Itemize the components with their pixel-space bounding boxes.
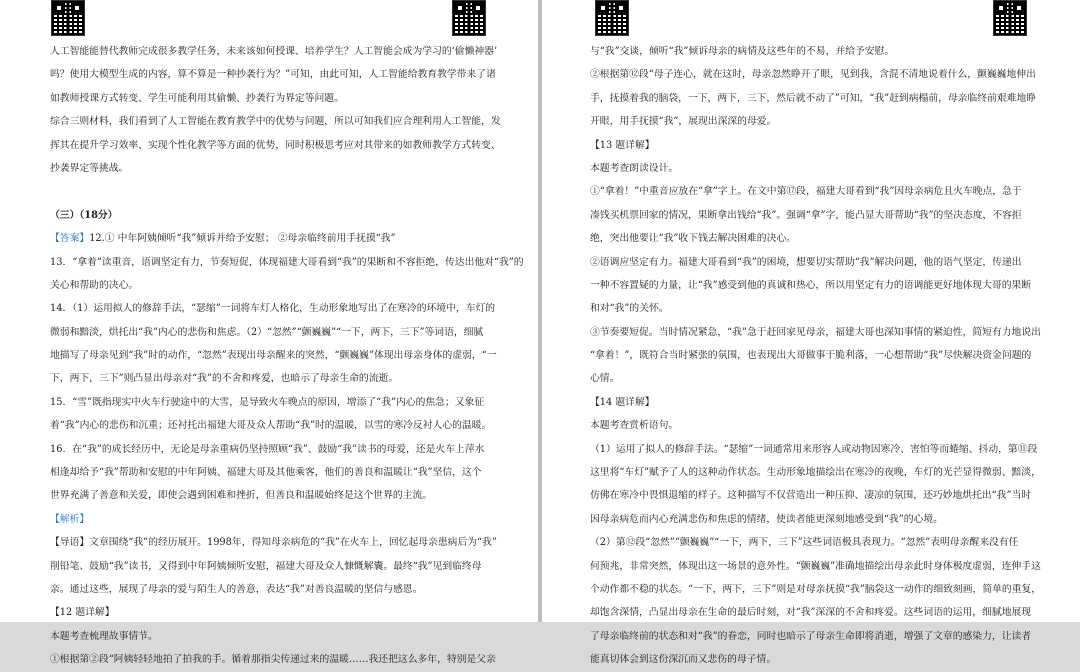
text-line: [50, 180, 524, 203]
text-line: 14．（1）运用拟人的修辞手法，“瑟缩”一词将车灯人格化，生动形象地写出了在寒冷的环境中，车灯的: [50, 303, 496, 315]
text-line: 抄袭界定等挑战。: [50, 162, 129, 174]
text-line: （三）（18分）: [50, 209, 118, 221]
text-line: 本题考查梳理故事情节。: [50, 630, 158, 642]
text-line: 如教师授课方式转变、学生可能利用其偷懒、抄袭行为界定等问题。: [50, 92, 344, 104]
text-line: 仿佛在寒冷中畏惧退缩的样子。这种描写不仅营造出一种压抑、凄凉的氛围，还巧妙地烘托出“我”当时: [590, 490, 1032, 502]
text-line: 能真切体会到这份深沉而又悲伤的母子情。: [590, 654, 777, 666]
text-line: ①根据第②段“阿姨轻轻地拍了拍我的手。循着那指尖传递过来的温暖……我还把这么多年，特别是父亲: [50, 654, 496, 666]
text-line: 微弱和黯淡，烘托出“我”内心的悲伤和焦虑。（2）“忽然”“颤巍巍”“一下，两下，三下”等词语，细腻: [50, 326, 484, 338]
text-line: 绝，突出他要让“我”收下钱去解决困难的决心。: [590, 233, 796, 245]
text-line: 【12 题详解】: [50, 607, 115, 619]
qr-code-icon: [51, 0, 85, 36]
text-line: 本题考查赏析语句。: [590, 420, 679, 432]
text-line: 这里将“车灯”赋予了人的这种动作状态。生动形象地描绘出在寒冷的夜晚，车灯的光芒显得微弱、黯淡，: [590, 467, 1041, 479]
text-line: （2）第⑫段“忽然”“颤巍巍”“一下，两下，三下”这些词语极具表现力。“忽然”表明母亲醒来没有任: [590, 537, 1019, 549]
text-line: 亲。通过这些，展现了母亲的爱与陌生人的善意，表达“我”对善良温暖的坚信与感恩。: [50, 583, 423, 595]
text-line: 16．在“我”的成长经历中，无论是母亲重病仍坚持照顾“我”、鼓励“我”读书的母爱，还是火车上萍水: [50, 443, 485, 455]
text-line: 地描写了母亲见到“我”时的动作，“忽然”表现出母亲醒来的突然，“颤巍巍”体现出母亲身体的虚弱，“一: [50, 350, 497, 362]
text-line: 本题考查朗读设计。: [590, 162, 679, 174]
text-line: 削铅笔、鼓励“我”读书，又得到中年阿姨倾听安慰，福建大哥及众人慷慨解囊。最终“我”见到临终母: [50, 560, 482, 572]
text-line: 个动作都不稳的状态。“一下，两下，三下”则是对母亲抚摸“我”脑袋这一动作的细致刻画，简单的重复，: [590, 583, 1042, 595]
text-line: 与“我”交谈，倾听“我”倾诉母亲的病情及这些年的不易，并给予安慰。: [590, 46, 895, 57]
text-line: ②根据第⑫段“母子连心，就在这时，母亲忽然睁开了眼，见到我，含混不清地说着什么，颤巍巍地伸出: [590, 69, 1036, 81]
qr-code-icon: [595, 0, 629, 36]
text-line: 【导语】文章围绕“我”的经历展开。1998年，得知母亲病危的“我”在火车上，回忆起母亲患病后为“我”: [50, 537, 497, 549]
section-label: 【答案】: [50, 233, 90, 245]
text-line: 【答案】12.① 中年阿姨倾听“我”倾诉并给予安慰； ②母亲临终前用手抚摸“我”: [50, 233, 396, 245]
text-line: 关心和帮助的决心。: [50, 279, 139, 291]
text-line: “拿着！”，既符合当时紧张的氛围，也表现出大哥做事干脆利落，一心想帮助“我”尽快解决资金问题的: [590, 350, 1032, 362]
section-label: 【解析】: [50, 513, 90, 525]
text-line: ②语调应坚定有力。福建大哥看到“我”的困境，想要切实帮助“我”解决问题，他的语气坚定，传递出: [590, 256, 1022, 268]
text-line: ③节奏要短促。当时情况紧急，“我”急于赶回家见母亲，福建大哥也深知事情的紧迫性，简短有力地说出: [590, 326, 1041, 338]
text-line: 凑钱买机票回家的情况，果断拿出钱给“我”。强调“拿”字，能凸显大哥帮助“我”的坚决态度，不容拒: [590, 209, 1022, 221]
text-line: 手，抚摸着我的脑袋，一下，两下，三下，然后就不动了”可知，“我”赶到病榻前，母亲临终前艰难地睁: [590, 92, 1037, 104]
text-line: 【13 题详解】: [590, 139, 655, 151]
text-line: [50, 508, 524, 531]
text-line: 吗？使用大模型生成的内容，算不算是一种抄袭行为？”可知，由此可知，人工智能给教育教学带来了诸: [50, 69, 496, 81]
right-page-text: [590, 40, 1041, 672]
text-line: 心情。: [590, 373, 620, 385]
text-line: 世界充满了善意和关爱，即使会遇到困难和挫折，但善良和温暖始终是这个世界的主流。: [50, 490, 433, 502]
text-line: （1）运用了拟人的修辞手法。“瑟缩”一词通常用来形容人或动物因寒冷、害怕等而蜷缩、抖动，第⑪段: [590, 443, 1038, 455]
text-line: 开眼，用手抚摸“我”，展现出深深的母爱。: [590, 116, 777, 128]
text-line: 因母亲病危而内心充满悲伤和焦虑的情绪，使读者能更深刻地感受到“我”的心境。: [590, 513, 943, 525]
text-line: 人工智能能替代教师完成很多教学任务，未来该如何授课、培养学生？人工智能会成为学习的‘偷懒神器’: [50, 46, 498, 57]
text-line: 和对“我”的关怀。: [590, 303, 669, 315]
text-line: 着“我”内心的悲伤和沉重；还衬托出福建大哥及众人帮助“我”时的温暖，以雪的寒冷反衬人心的温暖。: [50, 420, 492, 432]
text-line: 了母亲临终前的状态和对“我”的眷恋，同时也暗示了母亲生命即将消逝，增强了文章的感染力，让读者: [590, 630, 1032, 642]
text-line: 下，两下，三下”则凸显出母亲对“我”的不舍和疼爱，也暗示了母亲生命的流逝。: [50, 373, 399, 385]
text-line: 13．“拿着”读重音，语调坚定有力，节奏短促，体现福建大哥看到“我”的果断和不容拒绝，传达出他对“我”的: [50, 256, 524, 268]
text-line: 一种不容置疑的力量，让“我”感受到他的真诚和热心，所以用坚定有力的语调能更好地体现大哥的果断: [590, 279, 1032, 291]
text-line: 何预兆，非常突然，体现出这一场景的意外性。“颤巍巍”准确地描绘出母亲此时身体极度虚弱，连伸手这: [590, 560, 1041, 572]
text-line: 【14 题详解】: [590, 396, 655, 408]
text-line: 综合三则材料，我们看到了人工智能在教育教学中的优势与问题，所以可知我们应合理利用人工智能，发: [50, 116, 501, 128]
left-page-text: [50, 40, 524, 672]
text-line: ①“拿着！”中重音应放在“拿”字上。在文中第⑰段，福建大哥看到“我”因母亲病危且火车晚点，急于: [590, 186, 1022, 198]
text-line: 15．“雪”既指现实中火车行驶途中的大雪，是导致火车晚点的原因，增添了“我”内心的焦急；又象征: [50, 396, 485, 408]
text-line: 挥其在提升学习效率、实现个性化教学等方面的优势，同时积极思考应对其带来的如教师教学方式转变、: [50, 139, 501, 151]
text-line: 相逢却给予“我”帮助和安慰的中年阿姨、福建大哥及其他乘客，他们的善良和温暖让“我”坚信，这个: [50, 467, 482, 479]
qr-code-icon: [993, 0, 1027, 36]
qr-code-icon: [452, 0, 486, 36]
text-line: 却饱含深情，凸显出母亲在生命的最后时刻，对“我”深深的不舍和疼爱。这些词语的运用，细腻地展现: [590, 607, 1032, 619]
